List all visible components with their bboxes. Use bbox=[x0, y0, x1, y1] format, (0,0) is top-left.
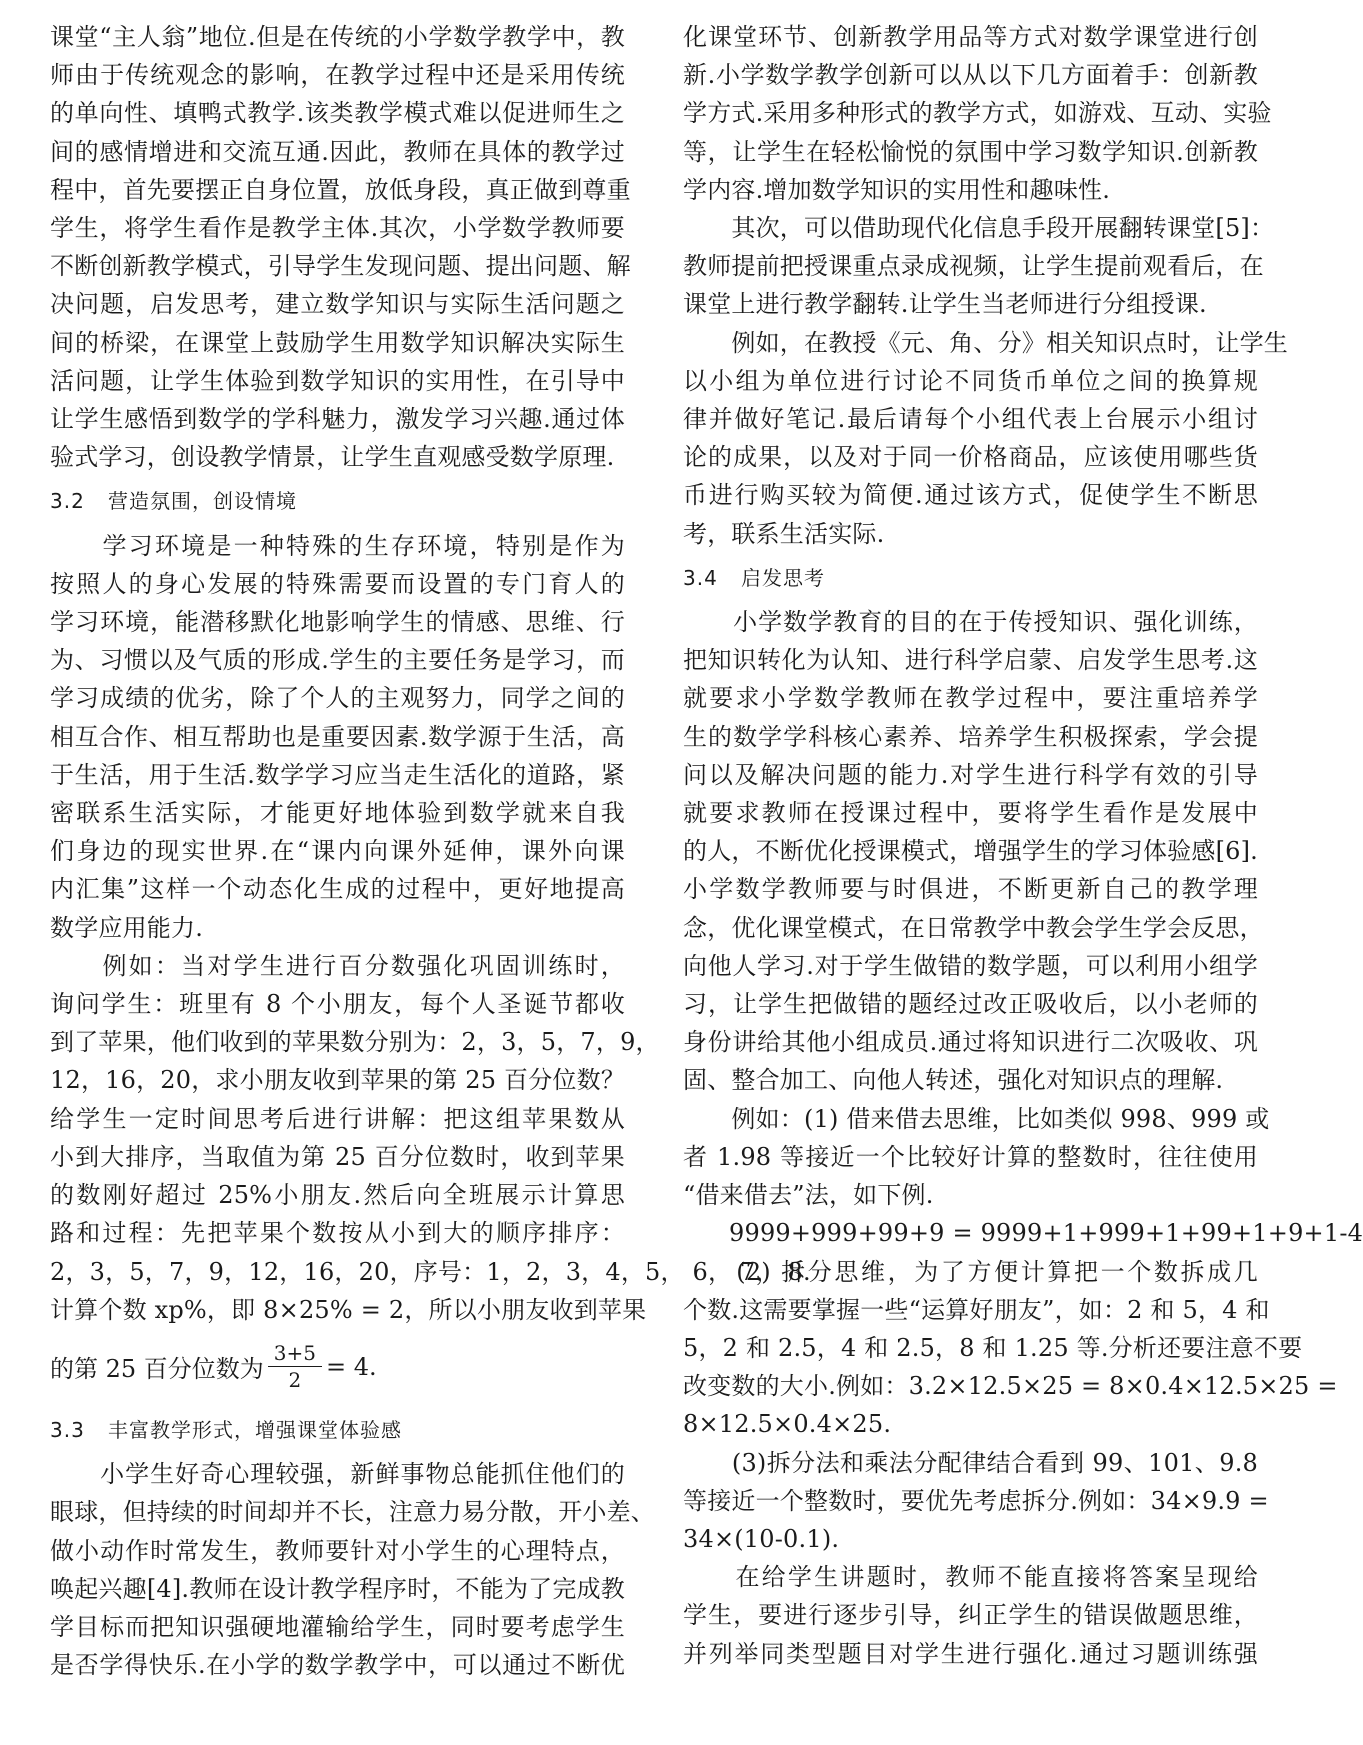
section-heading-3-2 bbox=[50, 482, 625, 520]
text-line: 例如：当对学生进行百分数强化巩固训练时， bbox=[50, 951, 625, 980]
right-column bbox=[683, 18, 1363, 1673]
text-line: 就要求小学数学教师在教学过程中，要注重培养学 bbox=[683, 684, 1258, 713]
text-line: 教师提前把授课重点录成视频，让学生提前观看后，在 bbox=[683, 252, 1264, 281]
text-line: 密联系生活实际，才能更好地体验到数学就来自我 bbox=[50, 799, 625, 828]
text-line: 学生，要进行逐步引导，纠正学生的错误做题思维， bbox=[683, 1601, 1258, 1630]
text-line: 相互合作、相互帮助也是重要因素.数学源于生活，高 bbox=[50, 722, 625, 751]
text-line: 例如，在教授《元、角、分》相关知识点时，让学生 bbox=[683, 328, 1288, 357]
text-line: 论的成果，以及对于同一价格商品，应该使用哪些货 bbox=[683, 443, 1258, 472]
text-line: 5，2 和 2.5，4 和 2.5，8 和 1.25 等.分析还要注意不要 bbox=[683, 1333, 1303, 1362]
text-line: 师由于传统观念的影响，在教学过程中还是采用传统 bbox=[50, 61, 625, 90]
text-line: 学习成绩的优劣，除了个人的主观努力，同学之间的 bbox=[50, 684, 625, 713]
text-line: 学习环境是一种特殊的生存环境，特别是作为 bbox=[50, 531, 625, 560]
fraction-suffix: = 4. bbox=[326, 1352, 377, 1381]
text-line: (3)拆分法和乘法分配律结合看到 99、101、9.8 bbox=[683, 1448, 1258, 1477]
text-line: 向他人学习.对于学生做错的数学题，可以利用小组学 bbox=[683, 951, 1258, 980]
text-line: 做小动作时常发生，教师要针对小学生的心理特点， bbox=[50, 1536, 625, 1565]
text-line: 验式学习，创设教学情景，让学生直观感受数学原理. bbox=[50, 443, 615, 472]
text-line: 路和过程：先把苹果个数按从小到大的顺序排序： bbox=[50, 1219, 625, 1248]
text-line: 让学生感悟到数学的学科魅力，激发学习兴趣.通过体 bbox=[50, 405, 625, 434]
section-number: 3.3 bbox=[50, 1417, 85, 1442]
text-line: 小学数学教师要与时俱进，不断更新自己的教学理 bbox=[683, 875, 1258, 904]
text-line: 其次，可以借助现代化信息手段开展翻转课堂[5]： bbox=[683, 214, 1275, 243]
section-title: 启发思考 bbox=[741, 565, 825, 590]
paragraph-borrow-method bbox=[683, 1100, 1270, 1215]
text-line: 者 1.98 等接近一个比较好计算的整数时，往往使用 bbox=[683, 1142, 1258, 1171]
text-line: 34×(10-0.1). bbox=[683, 1524, 840, 1553]
text-line: 为、习惯以及气质的形成.学生的主要任务是学习，而 bbox=[50, 646, 625, 675]
text-line: 按照人的身心发展的特殊需要而设置的专门育人的 bbox=[50, 569, 625, 598]
paragraph-inspire-thinking bbox=[683, 603, 1264, 1100]
text-line: 币进行购买较为简便.通过该方式，促使学生不断思 bbox=[683, 481, 1258, 510]
paragraph-teacher-role bbox=[50, 18, 631, 476]
fraction bbox=[268, 1340, 322, 1393]
text-line: 8×12.5×0.4×25. bbox=[683, 1410, 892, 1439]
text-line: 在给学生讲题时，教师不能直接将答案呈现给 bbox=[683, 1563, 1258, 1592]
text-line: 小到大排序，当取值为第 25 百分位数时，收到苹果 bbox=[50, 1142, 625, 1171]
text-line: 就要求教师在授课过程中，要将学生看作是发展中 bbox=[683, 799, 1258, 828]
text-line: 并列举同类型题目对学生进行强化.通过习题训练强 bbox=[683, 1639, 1258, 1668]
text-line: 询问学生：班里有 8 个小朋友，每个人圣诞节都收 bbox=[50, 990, 625, 1019]
fraction-result-line bbox=[50, 1329, 625, 1405]
text-line: 新.小学数学教学创新可以从以下几方面着手：创新教 bbox=[683, 61, 1258, 90]
text-line: 小学生好奇心理较强，新鲜事物总能抓住他们的 bbox=[50, 1460, 625, 1489]
text-line: 身份讲给其他小组成员.通过将知识进行二次吸收、巩 bbox=[683, 1028, 1258, 1057]
text-line: 学内容.增加数学知识的实用性和趣味性. bbox=[683, 175, 1111, 204]
text-line: 生的数学学科核心素养、培养学生积极探索，学会提 bbox=[683, 722, 1258, 751]
text-line: 化课堂环节、创新教学用品等方式对数学课堂进行创 bbox=[683, 23, 1258, 51]
text-line: 课堂上进行教学翻转.让学生当老师进行分组授课. bbox=[683, 290, 1207, 319]
text-line: 2，3，5，7，9，12，16，20，序号：1，2，3，4，5， 6， 7， 8. bbox=[50, 1257, 811, 1286]
paragraph-currency-example bbox=[683, 324, 1288, 553]
text-line: 学习环境，能潜移默化地影响学生的情感、思维、行 bbox=[50, 608, 625, 637]
text-line: 学生，将学生看作是教学主体.其次，小学数学教师要 bbox=[50, 214, 625, 243]
section-number: 3.4 bbox=[683, 565, 718, 590]
text-line: 等，让学生在轻松愉悦的氛围中学习数学知识.创新教 bbox=[683, 137, 1258, 166]
formula-line: 9999+999+99+9 = 9999+1+999+1+99+1+9+1-4 bbox=[729, 1219, 1363, 1248]
text-line: 固、整合加工、向他人转述，强化对知识点的理解. bbox=[683, 1066, 1224, 1095]
text-line: 不断创新教学模式，引导学生发现问题、提出问题、解 bbox=[50, 252, 631, 281]
paragraph-split-method bbox=[683, 1253, 1338, 1444]
text-line: 的数刚好超过 25%小朋友.然后向全班展示计算思 bbox=[50, 1181, 625, 1210]
text-line: “借来借去”法，如下例. bbox=[683, 1181, 934, 1210]
paragraph-learning-environment bbox=[50, 527, 625, 947]
text-line: 课堂“主人翁”地位.但是在传统的小学数学教学中，教 bbox=[50, 23, 625, 51]
text-line: 习，让学生把做错的题经过改正吸收后，以小老师的 bbox=[683, 990, 1258, 1019]
text-line: 计算个数 xp%，即 8×25% = 2，所以小朋友收到苹果 bbox=[50, 1295, 647, 1324]
text-line: 到了苹果，他们收到的苹果数分别为：2，3，5，7，9， bbox=[50, 1028, 660, 1057]
text-line: 数学应用能力. bbox=[50, 913, 204, 942]
paragraph-innovation bbox=[683, 18, 1272, 209]
text-line: 问以及解决问题的能力.对学生进行科学有效的引导 bbox=[683, 760, 1258, 789]
text-line: 小学数学教育的目的在于传授知识、强化训练， bbox=[683, 608, 1258, 637]
text-line: 把知识转化为认知、进行科学启蒙、启发学生思考.这 bbox=[683, 646, 1258, 675]
section-heading-3-3 bbox=[50, 1411, 625, 1449]
text-line: 活问题，让学生体验到数学知识的实用性，在引导中 bbox=[50, 366, 625, 395]
text-line: 以小组为单位进行讨论不同货币单位之间的换算规 bbox=[683, 366, 1258, 395]
section-title: 营造氛围，创设情境 bbox=[108, 489, 297, 514]
text-line: 念，优化课堂模式，在日常教学中教会学生学会反思， bbox=[683, 913, 1264, 942]
text-line: (2) 拆分思维，为了方便计算把一个数拆成几 bbox=[683, 1257, 1258, 1286]
text-line: 们身边的现实世界.在“课内向课外延伸，课外向课 bbox=[50, 837, 625, 866]
text-line: 程中，首先要摆正自身位置，放低身段，真正做到尊重 bbox=[50, 175, 631, 204]
text-line: 的人，不断优化授课模式，增强学生的学习体验感[6]. bbox=[683, 837, 1258, 866]
paragraph-flipped-classroom bbox=[683, 209, 1275, 324]
section-number: 3.2 bbox=[50, 489, 85, 514]
text-line: 唤起兴趣[4].教师在设计教学程序时，不能为了完成教 bbox=[50, 1574, 625, 1603]
text-line: 于生活，用于生活.数学学习应当走生活化的道路，紧 bbox=[50, 760, 625, 789]
text-line: 内汇集”这样一个动态化生成的过程中，更好地提高 bbox=[50, 875, 625, 904]
text-line: 学目标而把知识强硬地灌输给学生，同时要考虑学生 bbox=[50, 1612, 625, 1641]
text-line: 学方式.采用多种形式的教学方式，如游戏、互动、实验 bbox=[683, 99, 1272, 128]
paragraph-distributive bbox=[683, 1444, 1269, 1559]
text-line: 个数.这需要掌握一些“运算好朋友”，如：2 和 5，4 和 bbox=[683, 1295, 1270, 1324]
text-line: 12，16，20，求小朋友收到苹果的第 25 百分位数？ bbox=[50, 1066, 626, 1095]
section-heading-3-4 bbox=[683, 559, 1258, 597]
text-line: 等接近一个整数时，要优先考虑拆分.例如：34×9.9 = bbox=[683, 1486, 1269, 1515]
text-line: 眼球，但持续的时间却并不长，注意力易分散，开小差、 bbox=[50, 1498, 655, 1527]
text-line: 决问题，启发思考，建立数学知识与实际生活问题之 bbox=[50, 290, 625, 319]
section-title: 丰富教学形式，增强课堂体验感 bbox=[108, 1417, 402, 1442]
fraction-numerator: 3+5 bbox=[268, 1340, 322, 1367]
text-line: 间的感情增进和交流互通.因此，教师在具体的教学过 bbox=[50, 137, 625, 166]
paragraph-guidance bbox=[683, 1558, 1258, 1673]
text-line: 改变数的大小.例如：3.2×12.5×25 = 8×0.4×12.5×25 = bbox=[683, 1372, 1338, 1401]
text-line: 给学生一定时间思考后进行讲解：把这组苹果数从 bbox=[50, 1104, 625, 1133]
text-line: 的单向性、填鸭式教学.该类教学模式难以促进师生之 bbox=[50, 99, 625, 128]
text-line: 例如：(1) 借来借去思维，比如类似 998、999 或 bbox=[683, 1104, 1270, 1133]
text-line: 考，联系生活实际. bbox=[683, 519, 885, 548]
fraction-prefix: 的第 25 百分位数为 bbox=[50, 1355, 264, 1384]
text-line: 间的桥梁，在课堂上鼓励学生用数学知识解决实际生 bbox=[50, 328, 625, 357]
fraction-denominator: 2 bbox=[288, 1368, 302, 1393]
paragraph-teaching-forms bbox=[50, 1455, 655, 1684]
text-line: 律并做好笔记.最后请每个小组代表上台展示小组讨 bbox=[683, 405, 1258, 434]
text-line: 是否学得快乐.在小学的数学教学中，可以通过不断优 bbox=[50, 1651, 625, 1680]
